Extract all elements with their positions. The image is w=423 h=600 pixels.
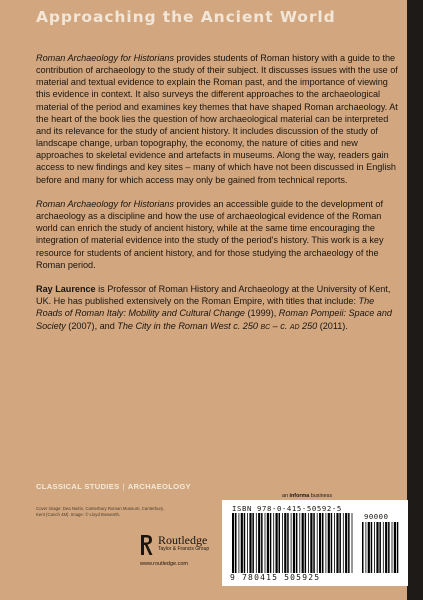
barcode-bar [385,522,387,573]
barcode-bar [244,513,246,573]
bio-book-title: The Roads of Roman Italy: Mobility and Cultural Change [36,296,375,319]
subject-category [36,482,191,491]
barcode-bar [310,513,312,573]
bio-book-title [117,321,317,331]
barcode-bar [334,513,335,573]
publisher-logo [140,534,209,556]
bio-text: (2007), and [65,320,118,331]
barcode-bar [273,513,274,573]
isbn-number: ISBN 978-0-415-50592-5 [232,504,342,513]
barcode-bar [239,513,240,573]
description-paragraph-2 [36,198,399,271]
barcode-bar [279,513,281,573]
barcode-bar [368,522,370,573]
barcode-bar [270,513,272,573]
barcode-bar [302,513,304,573]
barcode-bar [267,513,269,573]
series-title: Approaching the Ancient World [36,8,336,26]
barcode-bar [261,513,263,573]
ean-number: 9 780415 505925 [230,573,321,582]
bio-book-title: Roman Pompeii: Space and Society [36,308,392,331]
subject-classical-studies: CLASSICAL STUDIES [36,482,120,491]
barcode-bar [374,522,375,573]
barcode-bar [296,513,298,573]
barcode-bar [336,513,338,573]
barcode-bar [299,513,300,573]
price-code: 90000 [364,512,389,521]
cover-image-credit: Cover image: Dea Nutrix, Canterbury Roman Museum, Canterbury, Kent (Canch 4M). Image: © Lloyd Bosworth. [36,506,164,517]
publisher-name: Routledge [158,533,208,547]
description-text: provides students of Roman history with a guide to the contribution of archaeology to the study of their subject. It discusses issues with the use of material and textual evidence to explain the Roman past, and the importance of viewing this evidence in context. It also surveys the different approaches to the archaeological material of the period and examines key themes that have shaped Roman archaeology. At the heart of the book lies the question of how archaeological material can be interpreted and its relevance for the study of ancient history. It includes discussion of the study of landscape change, urban topography, the economy, the nature of cities and new approaches to skeletal evidence and artefacts in museums. Along the way, readers gain access to new findings and key sites – many of which have not been discussed in English before and many for which access may only be gained from technical reports. [36,53,398,185]
barcode-bar [397,522,399,573]
era-bc: BC [260,323,271,331]
barcode-bar [371,522,373,573]
barcode-bar [328,513,330,573]
barcode-bar [276,513,278,573]
barcode-bar [348,513,350,573]
bio-book-title-part: – c. [270,320,290,331]
barcode-bar [232,513,234,573]
barcode-bar [287,513,289,573]
barcode-bar [345,513,347,573]
author-name: Ray Laurence [36,284,96,295]
barcode-bar [291,513,292,573]
barcode-bar [282,513,283,573]
barcode-bar [352,513,353,573]
informa-prefix: an [282,493,290,499]
isbn-barcode [222,500,408,586]
barcode-bar [284,513,286,573]
barcode-bar [392,522,393,573]
book-title-italic: Roman Archaeology for Historians [36,53,174,63]
barcode-bar [331,513,333,573]
spine-strip [407,0,423,600]
barcode-bar [366,522,367,573]
barcode-bar [394,522,396,573]
bio-book-title-part: 250 [299,320,318,331]
book-title-italic: Roman Archaeology for Historians [36,198,174,209]
barcode-bar [308,513,309,573]
informa-suffix: business [309,493,333,499]
barcode-bar [252,513,254,573]
subject-archaeology: ARCHAEOLOGY [127,482,191,491]
bio-book-title-part: The City in the Roman West c. 250 [117,320,261,331]
barcode-bar [313,513,315,573]
addon-barcode-bars [360,522,400,573]
barcode-bar [319,513,321,573]
bio-text: (2011). [317,320,348,331]
bio-text: (1999), [244,308,279,319]
barcode-bar [362,522,364,573]
author-bio [36,283,399,334]
barcode-bar [249,513,251,573]
barcode-bar [293,513,295,573]
back-cover-blurb [36,52,399,346]
barcode-bar [383,522,384,573]
barcode-bar [317,513,318,573]
barcode-bar [241,513,243,573]
subject-separator: | [122,482,125,491]
barcode-bar [265,513,266,573]
barcode-bar [326,513,327,573]
ean-barcode-bars [230,513,356,573]
description-paragraph-1 [36,52,399,186]
barcode-bar [256,513,257,573]
barcode-bar [305,513,307,573]
description-text: provides an accessible guide to the development of archaeology as a discipline and how the use of archaeological evidence of the Roman world can enrich the study of ancient history, while at the same time encouraging the integration of material evidence into the study of the period's history. This work is a key resource for students of ancient history, and for those studying the archaeology of the Roman period. [36,198,384,270]
barcode-bar [343,513,344,573]
barcode-bar [247,513,248,573]
bio-text: is Professor of Roman History and Archaeology at the University of Kent, UK. He has published extensively on the Roman Empire, with titles that include: [36,284,391,307]
publisher-group: Taylor & Francis Group [158,546,210,552]
barcode-bar [388,522,390,573]
barcode-bar [339,513,341,573]
informa-brand: informa [289,493,310,499]
barcode-bar [376,522,378,573]
barcode-bar [322,513,324,573]
informa-business-line [282,493,332,499]
barcode-bar [235,513,237,573]
barcode-bar [379,522,381,573]
publisher-website: www.routledge.com [140,561,188,567]
barcode-bar [258,513,260,573]
routledge-logo-icon [140,534,154,556]
era-ad: AD [289,323,300,331]
